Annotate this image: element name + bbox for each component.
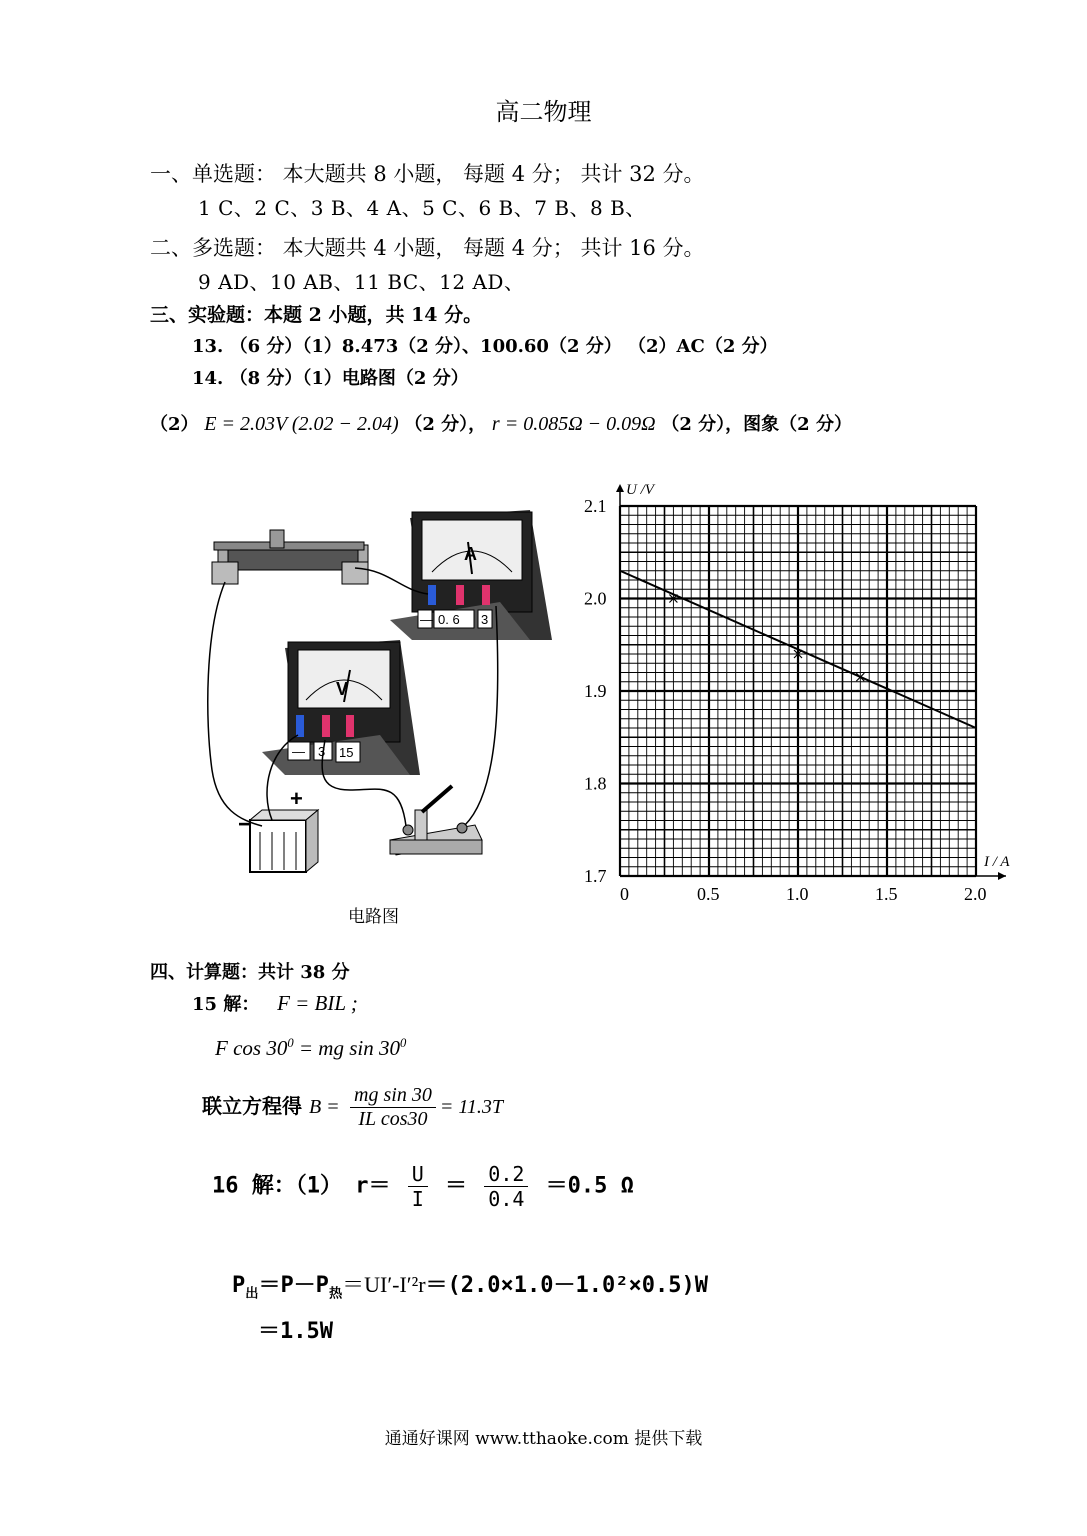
q15-denominator: IL cos30 bbox=[358, 1108, 428, 1130]
q16-fraction-1 bbox=[408, 1162, 428, 1211]
y-tick-label: 2.0 bbox=[584, 588, 607, 609]
y-axis-label: U /V bbox=[626, 482, 654, 498]
battery-minus: − bbox=[238, 811, 253, 838]
q16-sub-heat: 热 bbox=[328, 1286, 343, 1302]
x-axis-arrow bbox=[998, 872, 1006, 880]
q15-numerator: mg sin 30 bbox=[350, 1084, 436, 1108]
u-i-chart bbox=[578, 478, 1018, 908]
circuit-caption: 电路图 bbox=[348, 907, 399, 927]
ammeter-terminal-3: 3 bbox=[481, 612, 489, 627]
q15-B: B = bbox=[308, 1096, 340, 1118]
q14-answer-1: 14. （8 分）（1）电路图（2 分） bbox=[192, 368, 469, 389]
q14-resistance-value: r = 0.085Ω − 0.09Ω bbox=[491, 413, 656, 435]
voltmeter-terminal-3: 3 bbox=[318, 744, 326, 759]
section2-answers: 9 AD、10 AB、11 BC、12 AD、 bbox=[198, 270, 525, 294]
y-tick-label: 1.9 bbox=[584, 681, 607, 701]
q16-f2-num: 0.2 bbox=[484, 1162, 528, 1187]
section1-heading: 一、单选题： 本大题共 8 小题， 每题 4 分； 共计 32 分。 bbox=[150, 162, 705, 186]
q15-result: = 11.3T bbox=[439, 1096, 503, 1118]
battery-plus: + bbox=[290, 786, 303, 811]
circuit-diagram bbox=[200, 490, 560, 930]
q15-eq2-left: F cos 30 bbox=[215, 1036, 288, 1060]
q16-P-mid: ＝P－P bbox=[258, 1273, 329, 1298]
q15-eq3 bbox=[202, 1084, 503, 1131]
x-tick-label: 0.5 bbox=[697, 884, 720, 904]
q14-score-1: （2 分）， bbox=[404, 414, 487, 435]
q16-final: ＝1.5W bbox=[258, 1319, 333, 1344]
q16-label: 16 解：（1） r＝ bbox=[212, 1173, 391, 1199]
y-tick-label: 2.1 bbox=[584, 496, 607, 516]
q15-eq3-prefix: 联立方程得 bbox=[202, 1094, 309, 1118]
q16-fraction-2 bbox=[484, 1162, 528, 1211]
y-tick-label: 1.7 bbox=[584, 866, 607, 886]
q15-eq2 bbox=[215, 1036, 406, 1061]
q16-line1 bbox=[212, 1162, 634, 1211]
q13-answer: 13. （6 分）（1）8.473（2 分）、100.60（2 分） （2）AC（2 分） bbox=[192, 336, 778, 357]
q16-P-formula: ＝UI′-I′²r bbox=[342, 1272, 426, 1297]
q15-eq1: F = BIL ; bbox=[277, 991, 358, 1015]
ammeter-terminal-neg: — bbox=[420, 612, 433, 627]
q15-line1 bbox=[192, 990, 358, 1016]
footer-text: 通通好课网 www.tthaoke.com 提供下载 bbox=[384, 1429, 703, 1449]
voltmeter-icon bbox=[262, 640, 420, 775]
x-tick-label: 2.0 bbox=[964, 884, 987, 904]
chart-grid bbox=[620, 506, 976, 876]
x-axis-label: I / A bbox=[984, 854, 1010, 870]
voltmeter-terminal-15: 15 bbox=[339, 745, 354, 760]
voltmeter-terminal-neg: — bbox=[292, 744, 305, 759]
battery-icon bbox=[238, 786, 318, 872]
q16-power-line bbox=[232, 1268, 708, 1301]
ammeter-label: A bbox=[464, 544, 477, 564]
q16-P: P bbox=[232, 1273, 246, 1298]
rheostat-icon bbox=[212, 530, 368, 584]
q15-fraction bbox=[350, 1084, 436, 1131]
section2-heading: 二、多选题： 本大题共 4 小题， 每题 4 分； 共计 16 分。 bbox=[150, 236, 705, 260]
section3-heading: 三、实验题：本题 2 小题，共 14 分。 bbox=[150, 304, 483, 326]
ammeter-terminal-06: 0. 6 bbox=[438, 612, 460, 627]
ammeter-icon bbox=[390, 510, 552, 640]
q16-sub-out: 出 bbox=[245, 1286, 259, 1302]
q14-emf-value: E = 2.03V (2.02 − 2.04) bbox=[204, 413, 399, 435]
q14-answer-2 bbox=[150, 410, 852, 436]
q16-f1-num: U bbox=[408, 1162, 428, 1187]
x-tick-label: 1.0 bbox=[786, 884, 809, 904]
q15-deg-2: 0 bbox=[399, 1036, 407, 1050]
y-axis-arrow bbox=[616, 484, 624, 492]
q15-deg-1: 0 bbox=[287, 1036, 294, 1050]
x-tick-label: 1.5 bbox=[875, 884, 898, 904]
q16-result: ＝0.5 Ω bbox=[545, 1173, 634, 1199]
section4-heading: 四、计算题：共计 38 分 bbox=[150, 962, 350, 983]
x-tick-label: 0 bbox=[620, 884, 629, 904]
q14-part2-label: （2） bbox=[150, 414, 199, 435]
q14-score-2: （2 分），图象（2 分） bbox=[661, 414, 852, 435]
section1-answers: 1 C、2 C、3 B、4 A、5 C、6 B、7 B、8 B、 bbox=[198, 196, 646, 220]
q16-f2-den: 0.4 bbox=[488, 1187, 525, 1211]
q16-f1-den: I bbox=[411, 1187, 424, 1211]
q16-equals: ＝ bbox=[445, 1173, 468, 1199]
q16-P-calc: ＝(2.0×1.0－1.0²×0.5)W bbox=[425, 1273, 708, 1298]
y-tick-label: 1.8 bbox=[584, 773, 607, 794]
q15-eq2-right: = mg sin 30 bbox=[293, 1036, 400, 1060]
page-title: 高二物理 bbox=[495, 98, 592, 126]
q15-label: 15 解： bbox=[192, 994, 260, 1015]
voltmeter-label: V bbox=[336, 679, 349, 699]
